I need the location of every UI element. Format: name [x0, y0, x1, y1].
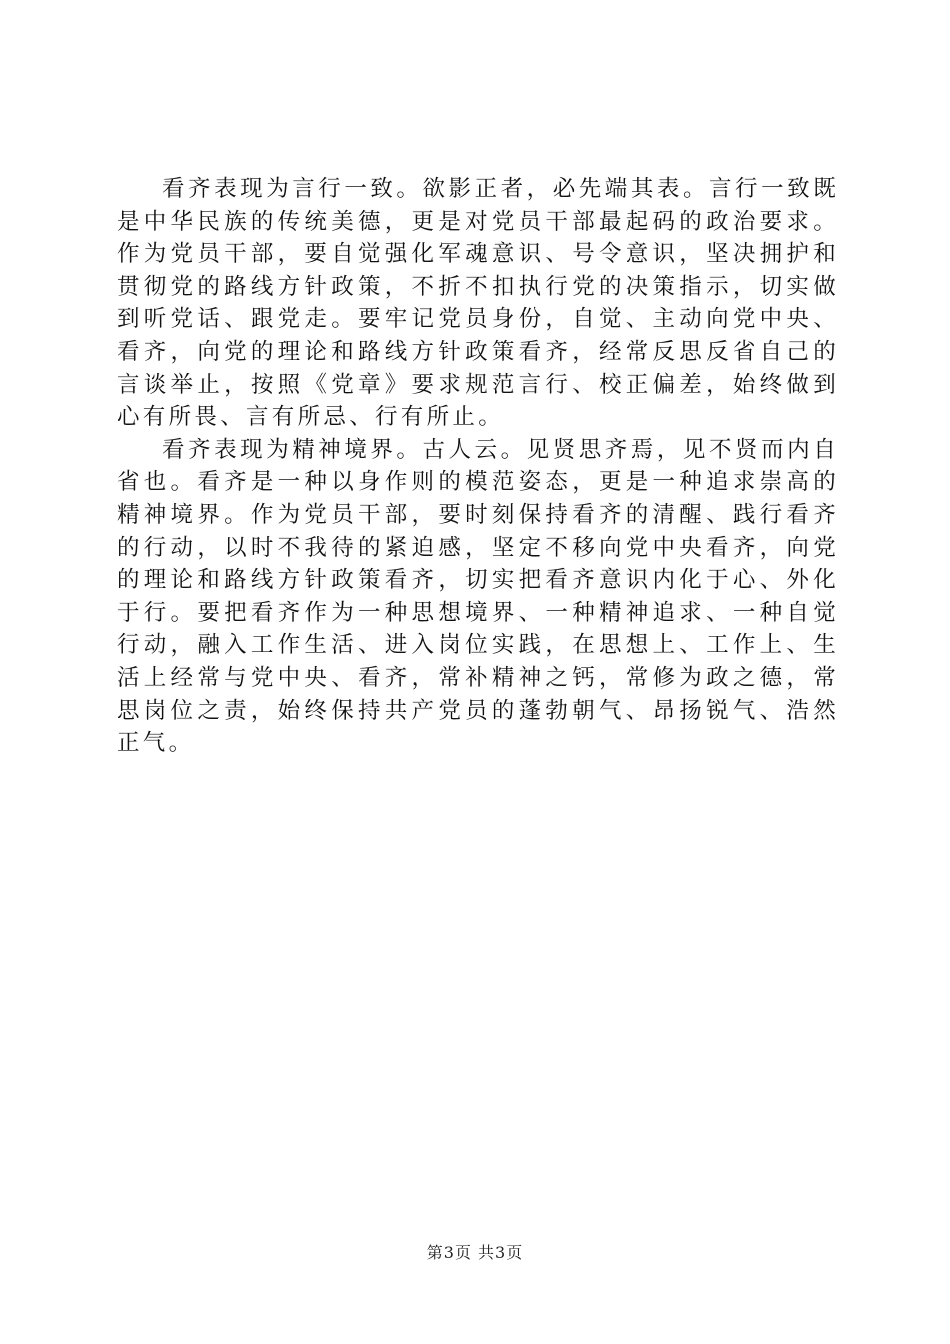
paragraph-1: 看齐表现为言行一致。欲影正者，必先端其表。言行一致既是中华民族的传统美德，更是对党员干部最起码的政治要求。作为党员干部，要自觉强化军魂意识、号令意识，坚决拥护和贯彻党的路线方针政策，不折不扣执行党的决策指示，切实做到听党话、跟党走。要牢记党员身份，自觉、主动向党中央、看齐，向党的理论和路线方针政策看齐，经常反思反省自己的言谈举止，按照《党章》要求规范言行、校正偏差，始终做到心有所畏、言有所忌、行有所止。	[117, 176, 839, 431]
paragraph-2: 看齐表现为精神境界。古人云。见贤思齐焉，见不贤而内自省也。看齐是一种以身作则的模范姿态，更是一种追求崇高的精神境界。作为党员干部，要时刻保持看齐的清醒、践行看齐的行动，以时不我待的紧迫感，坚定不移向党中央看齐，向党的理论和路线方针政策看齐，切实把看齐意识内化于心、外化于行。要把看齐作为一种思想境界、一种精神追求、一种自觉行动，融入工作生活、进入岗位实践，在思想上、工作上、生活上经常与党中央、看齐，常补精神之钙，常修为政之德，常思岗位之责，始终保持共产党员的蓬勃朝气、昂扬锐气、浩然正气。	[117, 436, 839, 757]
page-footer: 第3页 共3页	[426, 1243, 524, 1262]
document-body	[117, 173, 839, 760]
